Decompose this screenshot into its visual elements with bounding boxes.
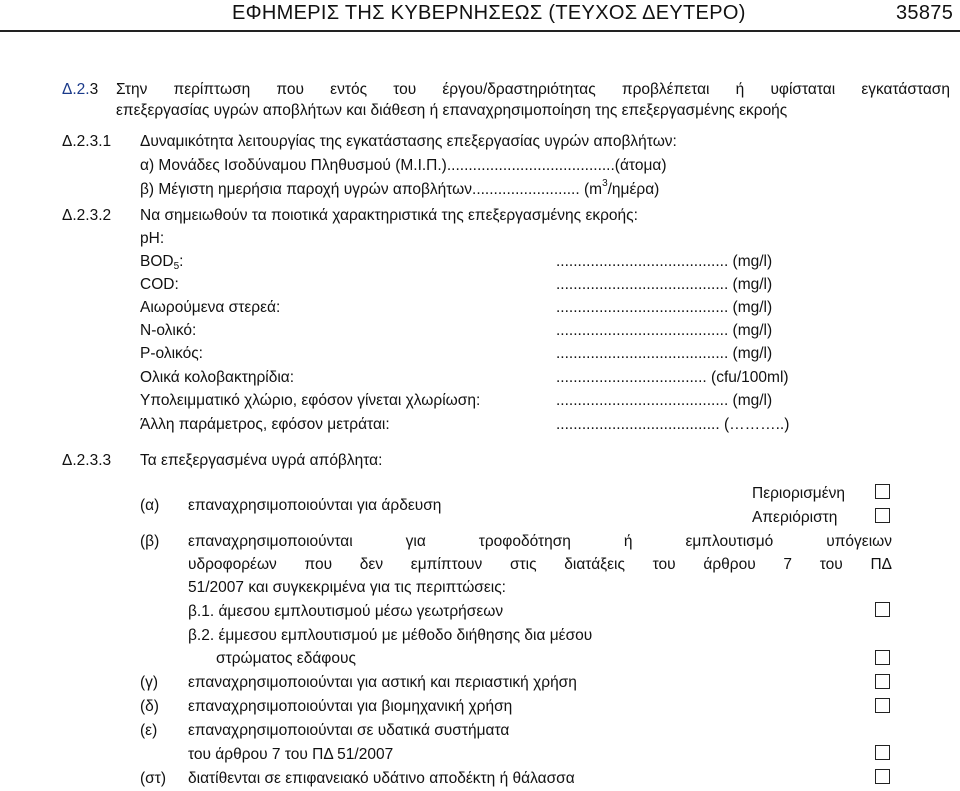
section-code-prefix: Δ.2. bbox=[62, 81, 90, 98]
param-value: ................................... (cfu/100ml) bbox=[556, 369, 789, 386]
unrestricted-label: Απεριόριστη bbox=[752, 509, 838, 526]
d-checkbox[interactable] bbox=[875, 698, 890, 713]
param-label: Άλλη παράμετρος, εφόσον μετράται: bbox=[140, 416, 390, 433]
param-value: ........................................ (mg/l) bbox=[556, 392, 773, 409]
item-b-label: (β) bbox=[140, 533, 160, 550]
item-b1-text: β.1. άμεσου εμπλουτισμού μέσω γεωτρήσεων bbox=[188, 603, 504, 620]
item-st-label: (στ) bbox=[140, 770, 167, 787]
item-d-label: (δ) bbox=[140, 698, 159, 715]
item-b2-line2: στρώματος εδάφους bbox=[216, 650, 356, 667]
page-number: 35875 bbox=[896, 2, 954, 24]
item-d-text: επαναχρησιμοποιούνται για βιομηχανική χρήση bbox=[188, 698, 513, 715]
s3-code: Δ.2.3.3 bbox=[62, 452, 112, 469]
section-heading-line1: Στην περίπτωση που εντός του έργου/δραστηριότητας προβλέπεται ή υφίσταται εγκατάσταση bbox=[116, 81, 950, 98]
item-b-line1: επαναχρησιμοποιούνται για τροφοδότηση ή εμπλουτισμό υπόγειων bbox=[188, 533, 892, 550]
section-code-suffix: 3 bbox=[89, 81, 99, 98]
param-value: ........................................ (mg/l) bbox=[556, 322, 773, 339]
s2-title: Να σημειωθούν τα ποιοτικά χαρακτηριστικά της επεξεργασμένης εκροής: bbox=[140, 207, 638, 224]
item-e-line2: του άρθρου 7 του ΠΔ 51/2007 bbox=[188, 746, 394, 763]
section-heading-line2: επεξεργασίας υγρών αποβλήτων και διάθεση ή επαναχρησιμοποίηση της επεξεργασμένης εκροής bbox=[116, 102, 788, 119]
gazette-header-title: ΕΦΗΜΕΡΙΣ ΤΗΣ ΚΥΒΕΡΝΗΣΕΩΣ (ΤΕΥΧΟΣ ΔΕΥΤΕΡΟ) bbox=[232, 2, 746, 24]
item-a-label: (α) bbox=[140, 497, 160, 514]
item-b-line3: 51/2007 και συγκεκριμένα για τις περιπτώσεις: bbox=[188, 579, 506, 596]
header-rule bbox=[0, 30, 960, 32]
param-value: ........................................ (mg/l) bbox=[556, 276, 773, 293]
param-label: $BOD_5$: bbox=[140, 253, 184, 272]
st-checkbox[interactable] bbox=[875, 769, 890, 784]
item-st-text: διατίθενται σε επιφανειακό υδάτινο αποδέκτη ή θάλασσα bbox=[188, 770, 575, 787]
item-c-label: (γ) bbox=[140, 674, 159, 691]
s1-code: Δ.2.3.1 bbox=[62, 133, 112, 150]
param-label: Ολικά κολοβακτηρίδια: bbox=[140, 369, 295, 386]
s3-title: Τα επεξεργασμένα υγρά απόβλητα: bbox=[140, 452, 383, 469]
b2-checkbox[interactable] bbox=[875, 650, 890, 665]
s2-code: Δ.2.3.2 bbox=[62, 207, 112, 224]
param-label: COD: bbox=[140, 276, 179, 293]
item-c-text: επαναχρησιμοποιούνται για αστική και περιαστική χρήση bbox=[188, 674, 577, 691]
item-b2-line1: β.2. έμμεσου εμπλουτισμού με μέθοδο διήθησης δια μέσου bbox=[188, 627, 593, 644]
param-value: ...................................... (………..) bbox=[556, 416, 790, 433]
item-a-text: επαναχρησιμοποιούνται για άρδευση bbox=[188, 497, 442, 514]
param-label: Ν-ολικό: bbox=[140, 322, 197, 339]
param-value: ........................................ (mg/l) bbox=[556, 345, 773, 362]
s1-item-a: α) Μονάδες Ισοδύναμου Πληθυσμού (Μ.Ι.Π.).......................................(άτομα) bbox=[140, 157, 667, 174]
ph-label: pH: bbox=[140, 230, 165, 247]
param-label: Υπολειμματικό χλώριο, εφόσον γίνεται χλωρίωση: bbox=[140, 392, 481, 409]
item-b-line2: υδροφορέων που δεν εμπίπτουν στις διατάξεις του άρθρου 7 του ΠΔ bbox=[188, 556, 892, 573]
restricted-checkbox[interactable] bbox=[875, 484, 890, 499]
c-checkbox[interactable] bbox=[875, 674, 890, 689]
s1-title: Δυναμικότητα λειτουργίας της εγκατάστασης επεξεργασίας υγρών αποβλήτων: bbox=[140, 133, 677, 150]
section-code bbox=[62, 79, 98, 100]
param-value: ........................................ (mg/l) bbox=[556, 253, 773, 270]
param-label: Ρ-ολικός: bbox=[140, 345, 203, 362]
param-value: ........................................ (mg/l) bbox=[556, 299, 773, 316]
e-checkbox[interactable] bbox=[875, 745, 890, 760]
unrestricted-checkbox[interactable] bbox=[875, 508, 890, 523]
b1-checkbox[interactable] bbox=[875, 602, 890, 617]
s1-item-b: β) Μέγιστη ημερήσια παροχή υγρών αποβλήτων......................... $(m^3/\eta\mu έ\rho\alpha)$ bbox=[140, 178, 660, 198]
param-label: Αιωρούμενα στερεά: bbox=[140, 299, 281, 316]
restricted-label: Περιορισμένη bbox=[752, 485, 846, 502]
item-e-line1: επαναχρησιμοποιούνται σε υδατικά συστήματα bbox=[188, 722, 510, 739]
item-e-label: (ε) bbox=[140, 722, 158, 739]
